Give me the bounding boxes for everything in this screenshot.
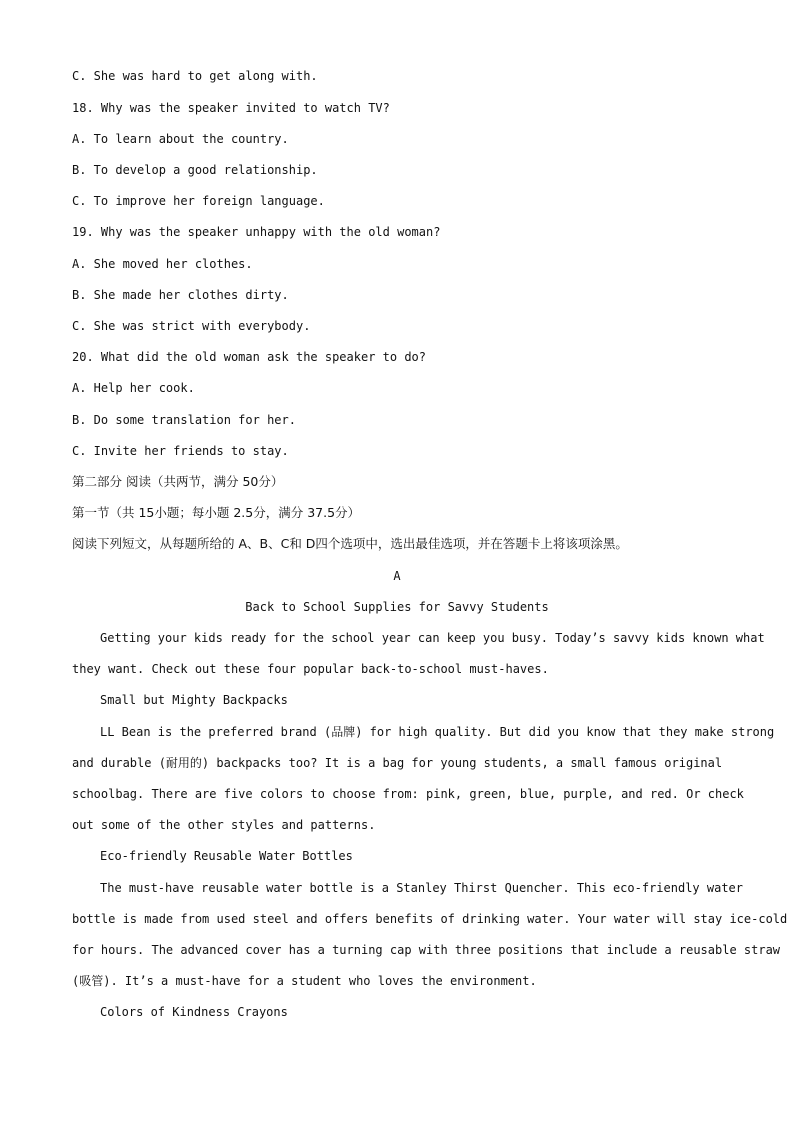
q18-stem: 18. Why was the speaker invited to watch TV? [72, 101, 390, 115]
bottles-line-2: bottle is made from used steel and offers benefits of drinking water. Your water will stay ice-cold [72, 912, 788, 926]
passage-title: Back to School Supplies for Savvy Students [245, 600, 549, 614]
backpacks-line-2: and durable (耐用的) backpacks too? It is a bag for young students, a small famous original [72, 756, 723, 770]
q18-option-b: B. To develop a good relationship. [72, 163, 318, 177]
q19-option-c: C. She was strict with everybody. [72, 319, 311, 333]
instructions: 阅读下列短文，从每题所给的 A、B、C和 D四个选项中，选出最佳选项，并在答题卡上将该项涂黑。 [72, 536, 628, 551]
q17-option-c: C. She was hard to get along with. [72, 69, 318, 83]
bottles-line-3: for hours. The advanced cover has a turning cap with three positions that include a reusable straw [72, 943, 781, 957]
q20-stem: 20. What did the old woman ask the speaker to do? [72, 350, 427, 364]
intro-line-2: they want. Check out these four popular back-to-school must-haves. [72, 662, 549, 676]
q20-option-a: A. Help her cook. [72, 381, 195, 395]
intro-line-1: Getting your kids ready for the school year can keep you busy. Today’s savvy kids known what [100, 631, 765, 645]
bottles-line-4: (吸管). It’s a must-have for a student who loves the environment. [72, 974, 537, 988]
part-heading: 第二部分 阅读（共两节，满分 50分） [72, 474, 284, 489]
subsection-heading: 第一节（共 15小题；每小题 2.5分，满分 37.5分） [72, 505, 361, 520]
q20-option-c: C. Invite her friends to stay. [72, 444, 289, 458]
backpacks-heading: Small but Mighty Backpacks [100, 693, 288, 707]
q20-option-b: B. Do some translation for her. [72, 413, 296, 427]
backpacks-line-3: schoolbag. There are five colors to choose from: pink, green, blue, purple, and red. Or check [72, 787, 744, 801]
q18-option-c: C. To improve her foreign language. [72, 194, 325, 208]
q19-stem: 19. Why was the speaker unhappy with the old woman? [72, 225, 441, 239]
backpacks-line-4: out some of the other styles and patterns. [72, 818, 376, 832]
q19-option-a: A. She moved her clothes. [72, 257, 253, 271]
q18-option-a: A. To learn about the country. [72, 132, 289, 146]
backpacks-line-1: LL Bean is the preferred brand (品牌) for high quality. But did you know that they make strong [100, 725, 775, 739]
bottles-heading: Eco-friendly Reusable Water Bottles [100, 849, 353, 863]
crayons-heading: Colors of Kindness Crayons [100, 1005, 288, 1019]
q19-option-b: B. She made her clothes dirty. [72, 288, 289, 302]
bottles-line-1: The must-have reusable water bottle is a Stanley Thirst Quencher. This eco-friendly water [100, 881, 743, 895]
passage-letter: A [393, 569, 401, 583]
